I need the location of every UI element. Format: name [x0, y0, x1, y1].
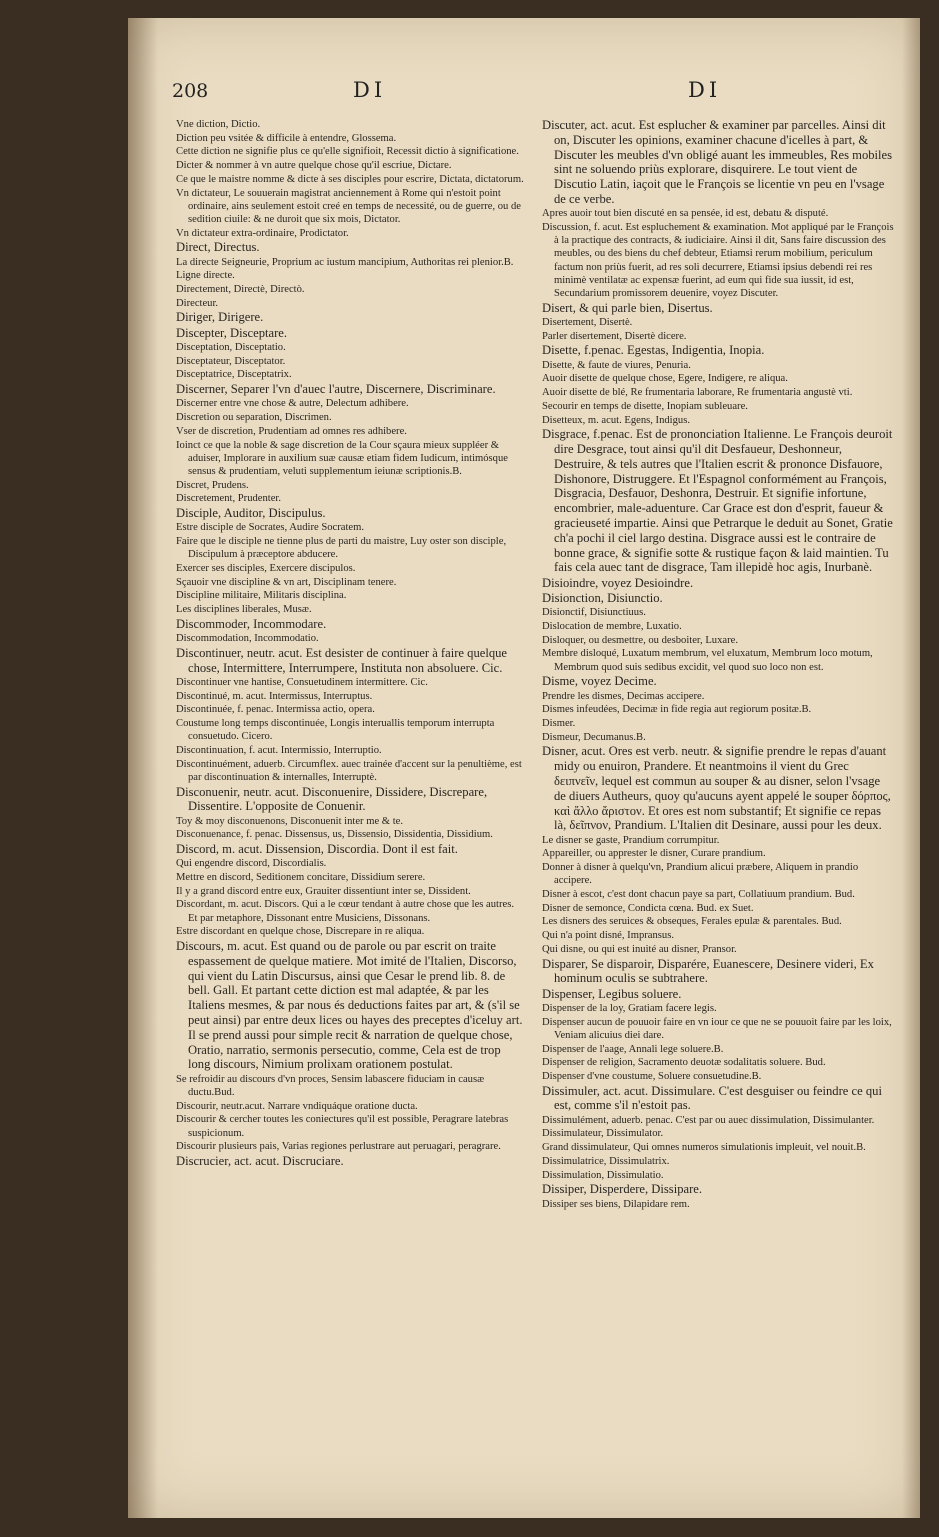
dictionary-entry: Disionction, Disiunctio. [542, 590, 663, 605]
left-column [176, 118, 524, 1498]
dictionary-entry: Disner, acut. Ores est verb. neutr. & signifie prendre le repas d'auant midy ou enuiron, Prandere. Et neantmoins il vient du Grec δειπνεῖν, lequel est commun au souper & au disner, selon l'vsage de diuers Autheurs, quoy qu'aucuns ayent appelé le souper δόρπος, καὶ ἄλλο ἄριστον. Et ores est nom substantif; Et signifie ce repas là, δεῖπνον, Prandium. L'Italien dit Desinare, aussi pour les deux. [542, 744, 891, 833]
dictionary-entry: Discontinué, m. acut. Intermissus, Interruptus. [176, 690, 373, 702]
dictionary-entry: Dissimulateur, Dissimulator. [542, 1128, 664, 1140]
running-head-right: DI [688, 78, 722, 102]
dictionary-entry: Il y a grand discord entre eux, Grauiter dissentiunt inter se, Dissident. [176, 885, 471, 897]
dictionary-entry: Discret, Prudens. [176, 479, 249, 491]
dictionary-entry: Disgrace, f.penac. Est de prononciation Italienne. Le François deuroit dire Desgrace, tout ainsi qu'il dit Desfaueur, Deshonneur, Destruire, & tels autres que l'Italien escrit & prononce Disfauore, Dishonore, Distruggere. Et l'Espagnol conformément au François, Disgracia, Desfauor, Deshonra, Destruir. Et signifie infortune, encombrier, male-aduenture. Car Grace est don d'esprit, faueur & gracieuseté impartie. Ainsi que Petrarque le deduit au Sonet, Gratie ch'a pochi il ciel largo destina. Disgrace aussi est le contraire de bonne grace, & signifie sotte & rustique façon & laid maintien. Tu fais cela auec tant de disgrace, Tam illepidè hoc agis, Inurbanè. [542, 427, 893, 575]
dictionary-entry: Disert, & qui parle bien, Disertus. [542, 300, 713, 315]
dictionary-entry: Dissiper, Disperdere, Dissipare. [542, 1182, 703, 1197]
dictionary-entry: Discontinuément, aduerb. Circumflex. auec trainée d'accent sur la penultième, est par discontinuation & internalles, Interruptè. [176, 758, 522, 783]
dictionary-entry: Disceptatrice, Disceptatrix. [176, 369, 292, 381]
dictionary-entry: Estre disciple de Socrates, Audire Socratem. [176, 522, 364, 534]
dictionary-entry: Disetteux, m. acut. Egens, Indigus. [542, 414, 690, 426]
dictionary-entry: Ce que le maistre nomme & dicte à ses disciples pour escrire, Dictata, dictatorum. [176, 173, 524, 185]
dictionary-entry: Discerner, Separer l'vn d'auec l'autre, Discernere, Discriminare. [176, 382, 496, 397]
dictionary-entry: Sçauoir vne discipline & vn art, Disciplinam tenere. [176, 576, 397, 588]
dictionary-entry: Dispenser de l'aage, Annali lege soluere.B. [542, 1043, 724, 1055]
dictionary-entry: Vn dictateur, Le souuerain magistrat anciennement à Rome qui n'estoit point ordinaire, ains seulement estoit creé en temps de necessité, ou de guerre, ou de sedition ciuile: & ne duroit que six mois, Dictator. [176, 187, 521, 225]
dictionary-entry: Estre discordant en quelque chose, Discrepare in re aliqua. [176, 926, 425, 938]
dictionary-entry: Exercer ses disciples, Exercere discipulos. [176, 562, 356, 574]
dictionary-entry: Directement, Directè, Directò. [176, 284, 305, 296]
page-gutter-shadow [128, 18, 158, 1518]
dictionary-entry: Dismeur, Decumanus.B. [542, 731, 646, 743]
dictionary-entry: Disette, f.penac. Egestas, Indigentia, Inopia. [542, 343, 765, 358]
dictionary-entry: Disconuenance, f. penac. Dissensus, us, Dissensio, Dissidentia, Dissidium. [176, 829, 493, 841]
dictionary-entry: Diriger, Dirigere. [176, 310, 264, 325]
page-edge-shadow [902, 18, 920, 1518]
dictionary-entry: Dissimulément, aduerb. penac. C'est par ou auec dissimulation, Dissimulanter. [542, 1114, 875, 1126]
dictionary-entry: Dispenser d'vne coustume, Soluere consuetudine.B. [542, 1070, 762, 1082]
dictionary-entry: Discord, m. acut. Dissension, Discordia. Dont il est fait. [176, 842, 458, 856]
dictionary-entry: Membre disloqué, Luxatum membrum, vel eluxatum, Membrum loco motum, Membrum quod suis sedibus excidit, vel quod suo loco non est. [542, 648, 873, 673]
dictionary-entry: Disconuenir, neutr. acut. Disconuenire, Dissidere, Discrepare, Dissentire. L'opposite de Conuenir. [176, 784, 488, 814]
dictionary-entry: Dislocation de membre, Luxatio. [542, 620, 682, 632]
right-column [542, 118, 894, 1498]
dictionary-entry: Appareiller, ou apprester le disner, Curare prandium. [542, 848, 766, 860]
dictionary-entry: Disceptation, Disceptatio. [176, 342, 286, 354]
dictionary-entry: Discontinuer, neutr. acut. Est desister de continuer à faire quelque chose, Intermittere, Interrumpere, Instituta non absoluere. Cic. [176, 645, 508, 675]
book-page [128, 18, 920, 1518]
dictionary-entry: Vser de discretion, Prudentiam ad omnes res adhibere. [176, 425, 407, 437]
dictionary-entry: Dismes infeudées, Decimæ in fide regia aut regiorum positæ.B. [542, 704, 812, 716]
dictionary-entry: Auoir disette de quelque chose, Egere, Indigere, re aliqua. [542, 373, 788, 385]
dictionary-entry: Ioinct ce que la noble & sage discretion de la Cour sçaura mieux suppléer & aduiser, Implorare in auxilium suæ causæ etiam fidem Iudicum, intimósque sensus & prudentiam, veluti supplementum ieiunæ scriptionis.B. [176, 439, 508, 477]
dictionary-entry: Disner à escot, c'est dont chacun paye sa part, Collatiuum prandium. Bud. [542, 889, 855, 900]
dictionary-entry: Vne diction, Dictio. [176, 119, 261, 130]
dictionary-entry: Qui disne, ou qui est inuité au disner, Pransor. [542, 943, 737, 955]
dictionary-entry: Discommodation, Incommodatio. [176, 633, 319, 645]
dictionary-entry: Discretement, Prudenter. [176, 493, 282, 505]
dictionary-entry: Disertement, Disertè. [542, 317, 633, 328]
dictionary-entry: Discussion, f. acut. Est espluchement & examination. Mot appliqué par le François à la practique des contracts, & iudiciaire. Ainsi il dit, Sans faire discussion des meubles, ou des biens du chef debteur, Etiamsi rerum mobilium, periculum factum non priùs fuerit, ad res soli decurrere, Etiamsi ipsius debendi rei res minimè ventilatæ ac expensæ fuerint, ad eum qui fide sua iussit, id est, Secundarium promissorem deuenire, voyez Discuter. [542, 221, 894, 299]
dictionary-entry: Se refroidir au discours d'vn proces, Sensim labascere fiduciam in causæ ductu.Bud. [176, 1073, 485, 1098]
dictionary-entry: Auoir disette de blé, Re frumentaria laborare, Re frumentaria angustè vti. [542, 387, 853, 399]
dictionary-entry: Faire que le disciple ne tienne plus de parti du maistre, Luy oster son disciple, Discipulum à præceptore abducere. [176, 536, 507, 561]
dictionary-entry: Secourir en temps de disette, Inopiam subleuare. [542, 400, 748, 412]
running-head-left: DI [353, 78, 387, 102]
dictionary-entry: Dispenser aucun de pouuoir faire en vn iour ce que ne se pouuoit faire par les loix, Veniam alicuius diei dare. [542, 1016, 892, 1041]
dictionary-entry: Disciple, Auditor, Discipulus. [176, 506, 326, 521]
dictionary-entry: Discordant, m. acut. Discors. Qui a le cœur tendant à autre chose que les autres. Et par metaphore, Dissonant entre Musiciens, Dissonans. [176, 899, 515, 924]
dictionary-entry: Apres auoir tout bien discuté en sa pensée, id est, debatu & disputé. [542, 208, 829, 220]
dictionary-entry: Qui engendre discord, Discordialis. [176, 858, 327, 870]
dictionary-entry: Discontinuation, f. acut. Intermissio, Interruptio. [176, 744, 382, 756]
dictionary-entry: Mettre en discord, Seditionem concitare, Dissidium serere. [176, 872, 426, 883]
dictionary-entry: Dispenser de la loy, Gratiam facere legis. [542, 1002, 717, 1014]
dictionary-entry: Disionctif, Disiunctiuus. [542, 607, 646, 619]
dictionary-entry: Prendre les dismes, Decimas accipere. [542, 690, 705, 702]
dictionary-entry: Discommoder, Incommodare. [176, 616, 327, 631]
dictionary-entry: Discipline militaire, Militaris disciplina. [176, 590, 347, 602]
dictionary-entry: Dismer. [542, 718, 576, 729]
dictionary-entry: Discontinuée, f. penac. Intermissa actio, opera. [176, 704, 375, 716]
dictionary-entry: Discourir & cercher toutes les coniectures qu'il est possible, Peragrare latebras suspicionum. [176, 1114, 509, 1139]
dictionary-entry: Donner à disner à quelqu'vn, Prandium alicui præbere, Aliquem in prandio accipere. [542, 862, 859, 887]
dictionary-entry: Grand dissimulateur, Qui omnes numeros simulationis impleuit, vel nouit.B. [542, 1142, 866, 1154]
dictionary-entry: Vn dictateur extra-ordinaire, Prodictator. [176, 227, 349, 239]
dictionary-entry: Disme, voyez Decime. [542, 674, 657, 689]
dictionary-entry: Discuter, act. acut. Est esplucher & examiner par parcelles. Ainsi dit on, Discuter les opinions, examiner chacune d'icelles à part, & Discuter les meubles d'vn obligé auant les immeubles, Res mobiles sint ne soluendo priùs explorare, disquirere. Le tout vient de Discutio Latin, iaçoit que le François se licentie vn peu en l'vsage de ce verbe. [542, 118, 893, 206]
dictionary-entry: Discontinuer vne hantise, Consuetudinem intermittere. Cic. [176, 676, 428, 688]
dictionary-entry: Dissimulation, Dissimulatio. [542, 1169, 664, 1181]
dictionary-entry: La directe Seigneurie, Proprium ac iustum mancipium, Authoritas rei plenior.B. [176, 256, 514, 268]
dictionary-entry: Dispenser de religion, Sacramento deuotæ sodalitatis soluere. Bud. [542, 1057, 826, 1069]
dictionary-entry: Dissimuler, act. acut. Dissimulare. C'est desguiser ou feindre ce qui est, comme s'il n'estoit pas. [542, 1083, 882, 1113]
dictionary-entry: Cette diction ne signifie plus ce qu'elle signifioit, Recessit dictio à significatione. [176, 146, 519, 158]
dictionary-entry: Discrucier, act. acut. Discruciare. [176, 1153, 344, 1168]
dictionary-entry: Discretion ou separation, Discrimen. [176, 412, 332, 424]
dictionary-entry: Disner de semonce, Condicta cœna. Bud. ex Suet. [542, 902, 754, 914]
dictionary-entry: Les disciplines liberales, Musæ. [176, 604, 312, 616]
dictionary-entry: Le disner se gaste, Prandium corrumpitur. [542, 834, 720, 846]
dictionary-entry: Les disners des seruices & obseques, Ferales epulæ & parentales. Bud. [542, 916, 842, 928]
dictionary-entry: Discourir, neutr.acut. Narrare vndiquáque oratione ducta. [176, 1100, 418, 1112]
dictionary-entry: Dissimulatrice, Dissimulatrix. [542, 1155, 670, 1167]
dictionary-entry: Disette, & faute de viures, Penuria. [542, 359, 691, 371]
dictionary-entry: Ligne directe. [176, 270, 235, 282]
dictionary-entry: Directeur. [176, 297, 219, 309]
dictionary-entry: Dissiper ses biens, Dilapidare rem. [542, 1198, 690, 1210]
dictionary-entry: Dicter & nommer à vn autre quelque chose qu'il escriue, Dictare. [176, 160, 452, 172]
dictionary-entry: Diction peu vsitée & difficile à entendre, Glossema. [176, 132, 397, 144]
dictionary-entry: Parler disertement, Disertè dicere. [542, 330, 687, 342]
dictionary-entry: Discourir plusieurs pais, Varias regiones perlustrare aut peruagari, peragrare. [176, 1141, 501, 1153]
dictionary-entry: Discerner entre vne chose & autre, Delectum adhibere. [176, 398, 409, 410]
dictionary-entry: Discours, m. acut. Est quand ou de parole ou par escrit on traite espassement de quelque matiere. Mot imité de l'Italien, Discorso, qui vient du Latin Discursus, ainsi que Cesar le prend lib. 8. de bell. Gall. Et partant cette diction est mal adaptée, & par les Italiens mesmes, & par nous és deductions faites par art, & (s'il se peut ainsi) par entre deux lices ou hayes des preceptes d'iceluy art. Il se prend aussi pour simple recit & narration de quelque chose, Oratio, narratio, sermonis persecutio, comme, Cela est de trop long discours, Nimium prolixam orationem postulat. [176, 939, 523, 1072]
dictionary-entry: Qui n'a point disné, Impransus. [542, 930, 674, 942]
dictionary-entry: Disceptateur, Disceptator. [176, 355, 286, 367]
dictionary-entry: Toy & moy disconuenons, Disconuenit inter me & te. [176, 815, 403, 827]
dictionary-entry: Disparer, Se disparoir, Disparére, Euanescere, Desinere videri, Ex hominum oculis se subtrahere. [542, 956, 874, 986]
dictionary-entry: Coustume long temps discontinuée, Longis interuallis temporum interrupta consuetudo. Cicero. [176, 717, 495, 743]
page-number: 208 [172, 80, 209, 102]
dictionary-entry: Dispenser, Legibus soluere. [542, 986, 682, 1001]
dictionary-entry: Direct, Directus. [176, 240, 260, 255]
dictionary-entry: Disioindre, voyez Desioindre. [542, 575, 694, 590]
dictionary-entry: Discepter, Disceptare. [176, 325, 288, 340]
dictionary-entry: Disloquer, ou desmettre, ou desboiter, Luxare. [542, 634, 738, 646]
